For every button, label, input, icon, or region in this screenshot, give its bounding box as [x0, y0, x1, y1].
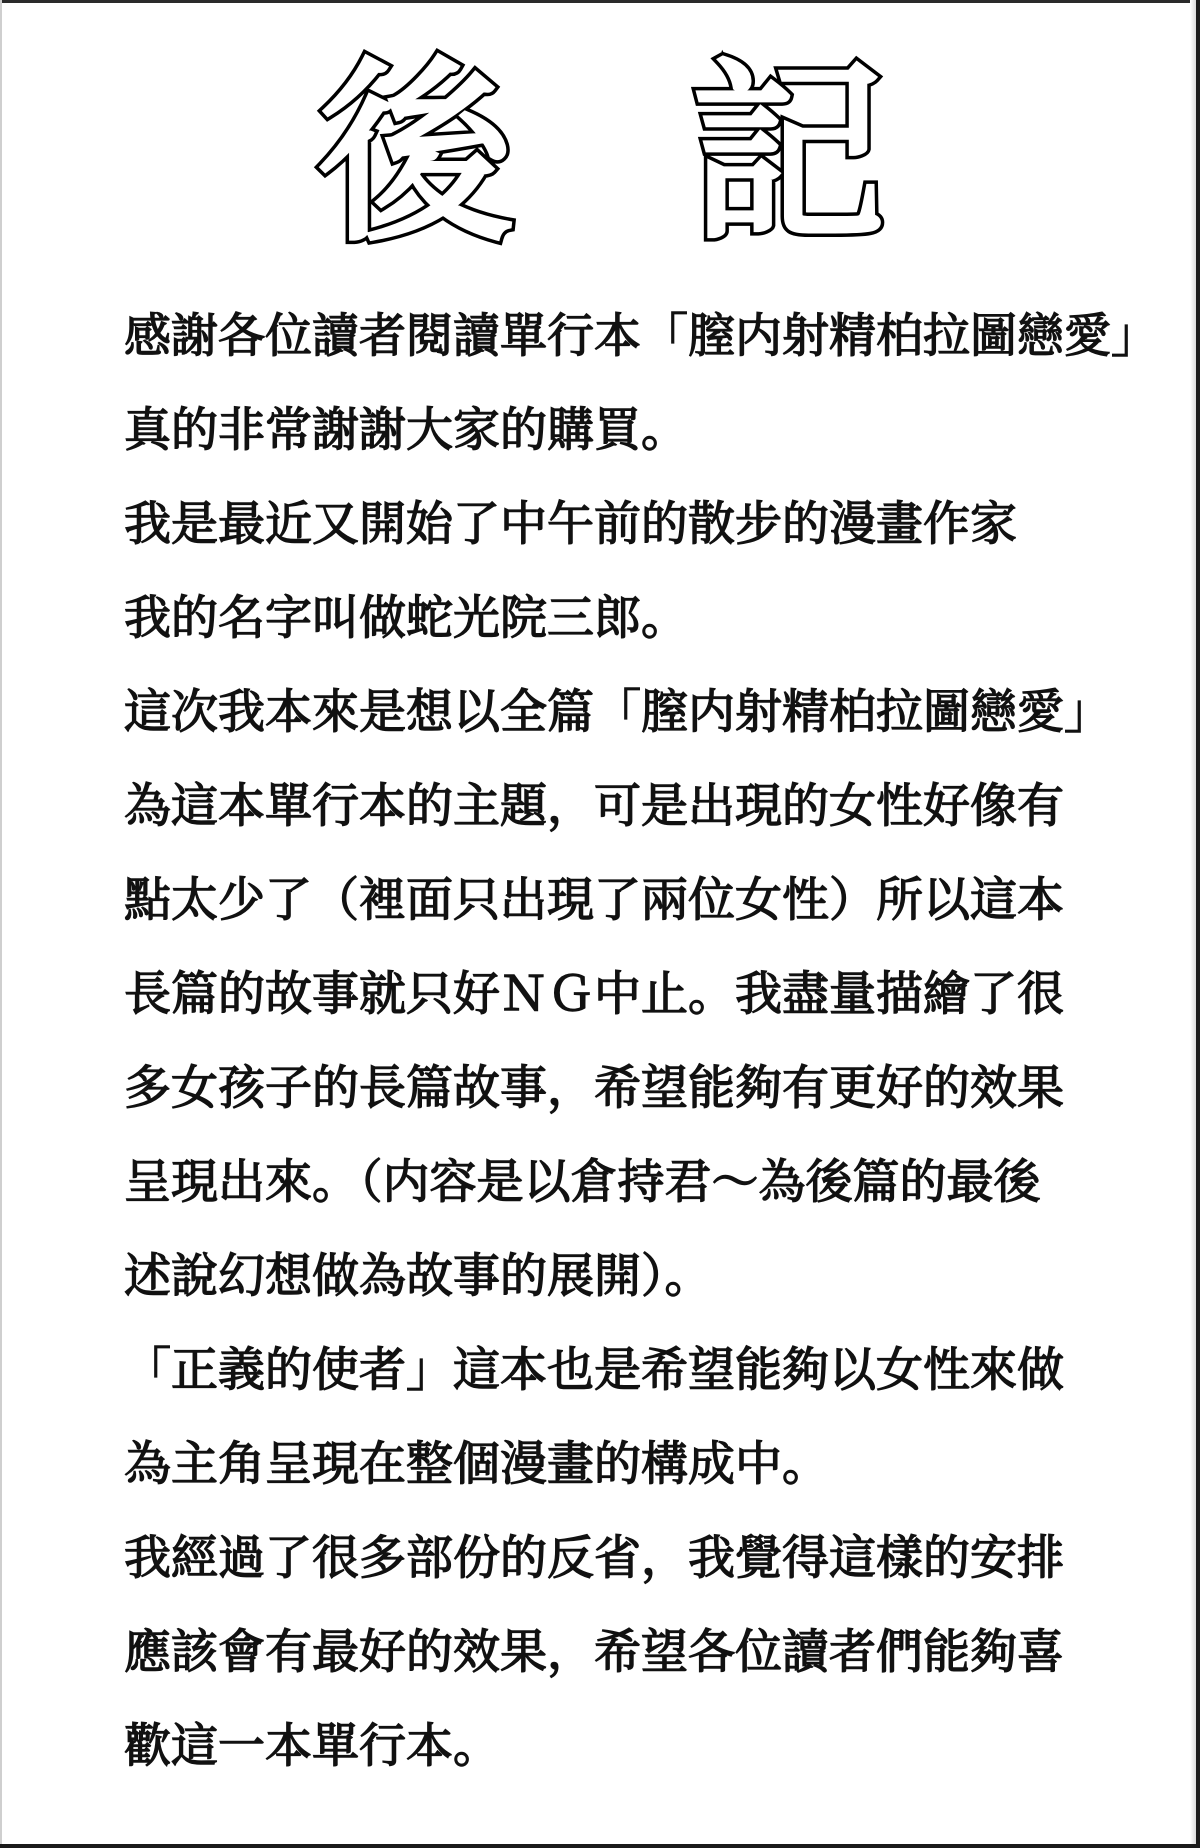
- text-line: 述說幻想做為故事的展開）。: [124, 1249, 712, 1304]
- page-title: [0, 40, 1200, 270]
- text-line: 為這本單行本的主題，可是出現的女性好像有: [124, 779, 1064, 834]
- text-line: 這次我本來是想以全篇「膣内射精柏拉圖戀愛」: [124, 685, 1111, 740]
- title-char-2: 記: [690, 41, 887, 269]
- text-line: 我經過了很多部份的反省，我覺得這樣的安排: [124, 1531, 1064, 1586]
- text-line: 歡這一本單行本。: [124, 1719, 500, 1774]
- scan-edge-top: [0, 0, 1200, 3]
- scan-edge-left: [0, 0, 2, 1848]
- text-line: 「正義的使者」這本也是希望能夠以女性來做: [124, 1343, 1064, 1398]
- scan-edge-bottom: [0, 1844, 1200, 1848]
- text-line: 呈現出來。（内容是以倉持君～為後篇的最後: [124, 1155, 1041, 1210]
- afterword-body: [124, 290, 1184, 1794]
- text-line: 點太少了（裡面只出現了兩位女性）所以這本: [124, 873, 1064, 928]
- title-char-1: 後: [318, 41, 515, 269]
- text-line: 我的名字叫做蛇光院三郎。: [124, 591, 688, 646]
- text-line: 多女孩子的長篇故事，希望能夠有更好的效果: [124, 1061, 1064, 1116]
- text-line: 感謝各位讀者閱讀單行本「膣内射精柏拉圖戀愛」: [124, 309, 1158, 364]
- text-line: 我是最近又開始了中午前的散步的漫畫作家: [124, 497, 1017, 552]
- text-line: 真的非常謝謝大家的購買。: [124, 403, 688, 458]
- text-line: 應該會有最好的效果，希望各位讀者們能夠喜: [124, 1625, 1064, 1680]
- scan-edge-right: [1196, 0, 1200, 1848]
- text-line: 為主角呈現在整個漫畫的構成中。: [124, 1437, 829, 1492]
- text-line: 長篇的故事就只好ＮＧ中止。我盡量描繪了很: [124, 967, 1064, 1022]
